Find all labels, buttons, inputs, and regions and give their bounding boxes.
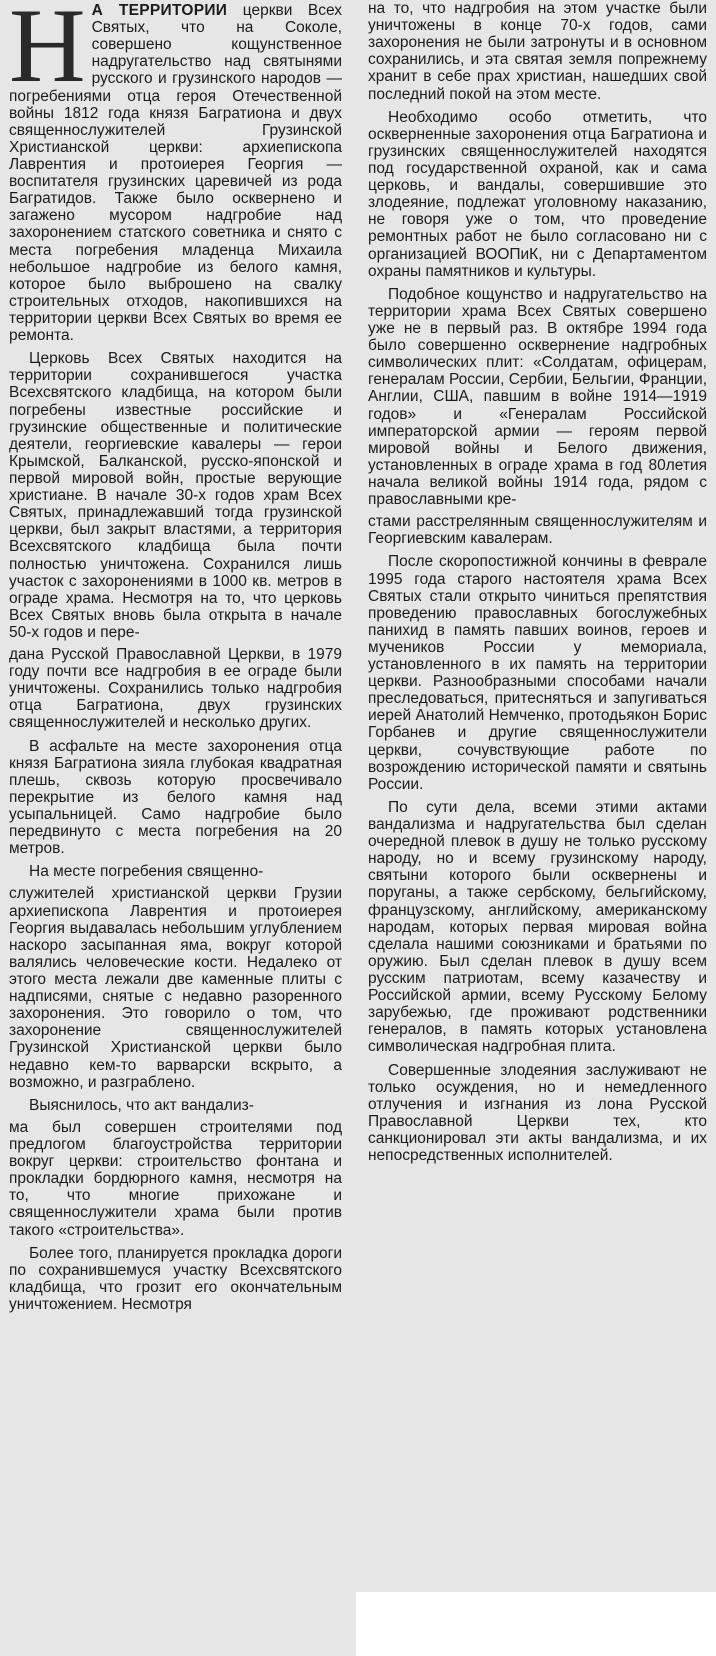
paragraph: После скоропостижной кончины в феврале 1995 года старого настоятеля храма Всех Святых стали открыто чиниться препятствия проведению православных богослужебных панихид в память павших воинов, героев и мучеников России у мемориала, установленного в их память на территории церкви. Разнообразными способами начали преследоваться, притесняться и запугиваться иерей Анатолий Немченко, протодьякон Борис Горбанев и другие священнослужители церкви, сочувствующие работе по возрождению исторической памяти и святынь России. — [368, 553, 707, 793]
paragraph: По сути дела, всеми этими актами вандализма и надругательства был сделан очередной плевок в душу не только русскому народу, но и всему грузинскому народу, святыни которого были осквернены и поруганы, а также сербскому, бельгийскому, французскому, английскому, американскому народам, которых первая мировая война сделала нашими союзниками и братьями по оружию. Был сделан плевок в душу всем русским патриотам, всему казачеству и Российской армии, всему Русскому Белому зарубежью, где проживают родственники генералов, в память которых установлена символическая надгробная плита. — [368, 798, 707, 1056]
left-column — [5, 0, 345, 1656]
paragraph: стами расстрелянным священнослужителям и Георгиевским кавалерам. — [368, 513, 707, 548]
paragraph: служителей христианской церкви Грузии архиепископа Лаврентия и протоиерея Георгия выдавалась небольшим углублением наскоро засыпанная яма, вокруг которой валялись человеческие кости. Недалеко от этого места лежали две каменные плиты с надписями, снятые с недавно разоренного захоронения. Это говорило о том, что захоронение священнослужителей Грузинской Христианской церкви было недавно кем-то варварски вскрыто, а возможно, и разграблено. — [9, 885, 342, 1091]
lead-text: церкви Всех Святых, что на Соколе, совершено кощунственное надругательство над святынями русского и грузинского народов — погребениями отца героя Отечественной войны 1812 года князя Багратиона и двух священнослужителей Грузинской Христианской церкви: архиепископа Лаврентия и протоиерея Георгия — воспитателя грузинских царевичей из рода Багратидов. Также было осквернено и загажено мусором надгробие над захоронением статского советника и снято с места погребения младенца Михаила небольшое надгробие из белого камня, которое было выброшено на свалку строительных отходов, накопившихся на территории церкви Всех Святых во время ее ремонта. — [9, 2, 342, 345]
lead-caps: А ТЕРРИТОРИИ — [91, 2, 228, 19]
paragraph: дана Русской Православной Церкви, в 1979 году почти все надгробия в ее ограде были уничтожены. Сохранились только надгробия отца Багратиона, двух грузинских священнослужителей и несколько других. — [9, 646, 342, 732]
paragraph: Подобное кощунство и надругательство на территории храма Всех Святых совершено уже не в первый раз. В октябре 1994 года было совершенно осквернение надгробных символических плит: «Солдатам, офицерам, генералам России, Сербии, Бельгии, Франции, Англии, США, павшим в войне 1914—1919 годов» и «Генералам Российской императорской армии — героям первой мировой войны и Белого движения, установленных в ограде храма в год 80летия начала великой войны 1914 года, рядом с православными кре- — [368, 285, 707, 509]
paragraph: Церковь Всех Святых находится на территории сохранившегося участка Всехсвятского кладбища, на котором были погребены известные российские и грузинские общественные и политические деятели, георгиевские кавалеры — герои Крымской, Балканской, русско-японской и первой мировой войн, простые верующие христиане. В начале 30-х годов храм Всех Святых, принадлежавший тогда грузинской церкви, был закрыт властями, а территория Всехсвятского кладбища была почти полностью уничтожена. Сохранился лишь участок с захоронениями в 1000 кв. метров в ограде храма. Несмотря на то, что церковь Всех Святых вновь была открыта в начале 50-х годов и пере- — [9, 350, 342, 641]
paragraph: Выяснилось, что акт вандализ- — [29, 1096, 254, 1114]
paragraph: ма был совершен строителями под предлогом благоустройства территории вокруг церкви: строительство фонтана и прокладки бордюрного камня, несмотря на то, что многие прихожане и священнослужители храма были против такого «строительства». — [9, 1118, 342, 1239]
drop-cap: Н — [9, 0, 86, 104]
paragraph: Более того, планируется прокладка дороги по сохранившемуся участку Всехсвятского кладбища, что грозит его окончательным уничтожением. Несмотря — [9, 1244, 342, 1313]
paragraph: На месте погребения священно- — [29, 863, 264, 881]
blank-area — [356, 1592, 716, 1656]
paragraph: В асфальте на месте захоронения отца князя Багратиона зияла глубокая квадратная плешь, сквозь которую просвечивало перекрытие из белого камня над усыпальницей. Само надгробие было передвинуто с места погребения на 20 метров. — [9, 737, 342, 858]
paragraph: Необходимо особо отметить, что оскверненные захоронения отца Багратиона и грузинских священнослужителей находятся под государственной охраной, как и сама церковь, и вандалы, совершившие это злодеяние, подлежат уголовному наказанию, не говоря уже о том, что проведение ремонтных работ не было согласовано ни с организацией ВООПиК, ни с Департаментом охраны памятников и культуры. — [368, 108, 707, 280]
paragraph: Совершенные злодеяния заслуживают не только осуждения, но и немедленного отлучения и изгнания из лона Русской Православной Церкви тех, кто санкционировал эти акты вандализма, и их непосредственных исполнителей. — [368, 1061, 707, 1165]
paragraph: на то, что надгробия на этом участке были уничтожены в конце 70-х годов, сами захоронения не были затронуты и в основном сохранились, и эта святая земля попрежнему хранит в себе прах христиан, нашедших свой последний покой на этом месте. — [368, 0, 707, 103]
lead-paragraph — [9, 2, 342, 344]
right-column — [360, 0, 712, 1592]
